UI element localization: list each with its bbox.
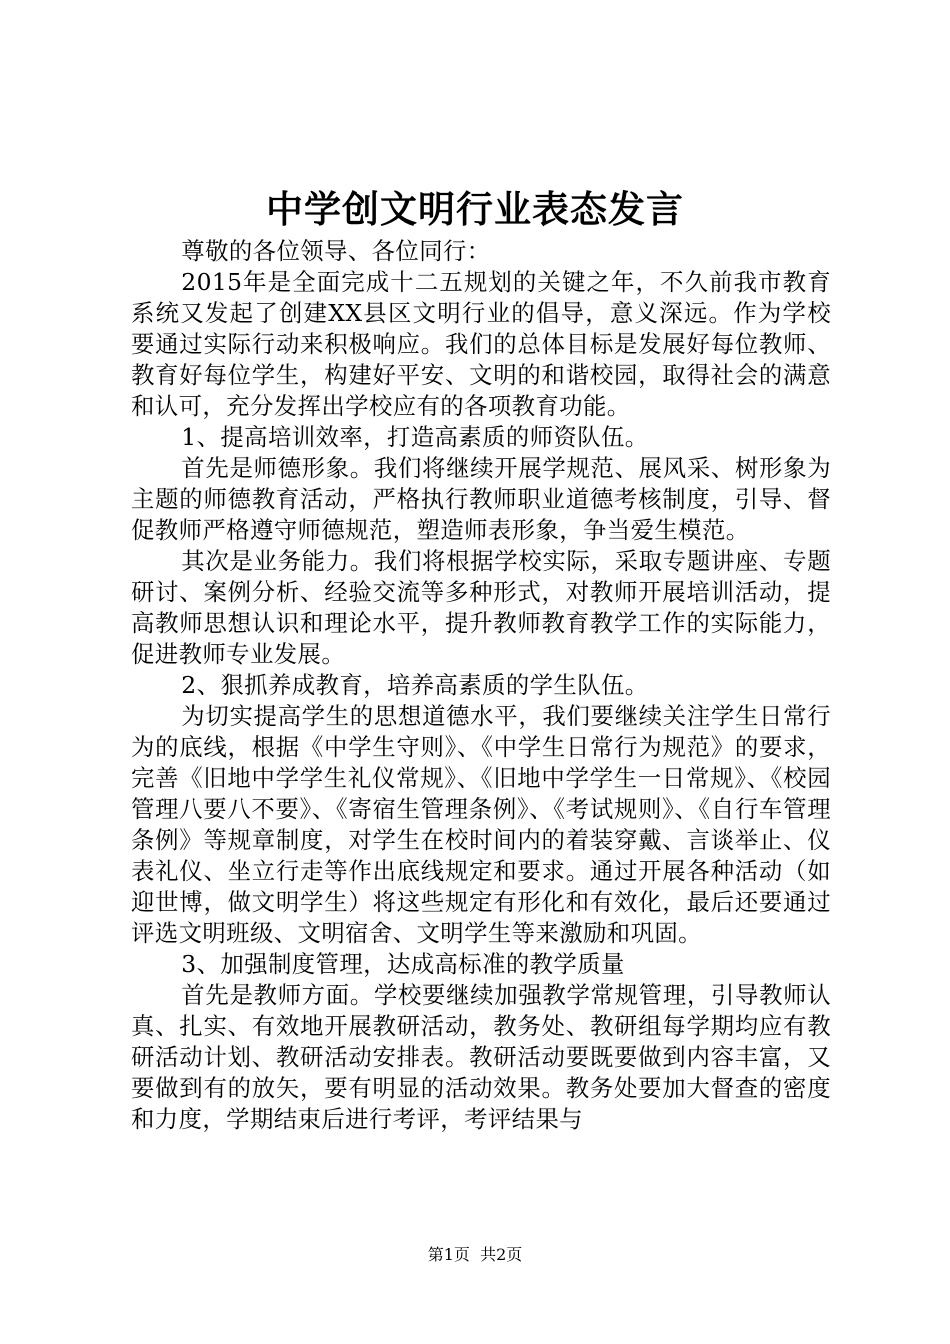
salutation-paragraph: 尊敬的各位领导、各位同行： bbox=[181, 237, 491, 265]
body-paragraph: 首先是教师方面。学校要继续加强教学常规管理，引导教师认真、扎实、有效地开展教研活动，教务处、教研组每学期均应有教研活动计划、教研活动安排表。教研活动要既要做到内容丰富，又要做到有的放矢，要有明显的活动效果。教务处要加大督查的密度和力度，学期结束后进行考评，考评结果与 bbox=[131, 981, 831, 1133]
document-body bbox=[131, 236, 831, 1135]
document-title: 中学创文明行业表态发言 bbox=[266, 187, 684, 231]
body-paragraph: 首先是师德形象。我们将继续开展学规范、展风采、树形象为主题的师德教育活动，严格执行教师职业道德考核制度，引导、督促教师严格遵守师德规范，塑造师表形象，争当爱生模范。 bbox=[131, 454, 831, 544]
intro-paragraph: 2015年是全面完成十二五规划的关键之年，不久前我市教育系统又发起了创建XX县区文明行业的倡导，意义深远。作为学校要通过实际行动来积极响应。我们的总体目标是发展好每位教师、教育好每位学生，构建好平安、文明的和谐校园，取得社会的满意和认可，充分发挥出学校应有的各项教育功能。 bbox=[131, 268, 831, 420]
section-heading-2: 2、狠抓养成教育，培养高素质的学生队伍。 bbox=[181, 671, 649, 699]
page-number: 第1页 bbox=[427, 1245, 470, 1264]
body-paragraph: 为切实提高学生的思想道德水平，我们要继续关注学生日常行为的底线，根据《中学生守则》、《中学生日常行为规范》的要求，完善《旧地中学学生礼仪常规》、《旧地中学学生一日常规》、《校园管理八要八不要》、《寄宿生管理条例》、《考试规则》、《自行车管理条例》等规章制度，对学生在校时间内的着装穿戴、言谈举止、仪表礼仪、坐立行走等作出底线规定和要求。通过开展各种活动（如迎世博，做文明学生）将这些规定有形化和有效化，最后还要通过评选文明班级、文明宿舍、文明学生等来激励和巩固。 bbox=[131, 702, 831, 947]
page-total: 共2页 bbox=[480, 1245, 523, 1264]
section-heading-3: 3、加强制度管理，达成高标准的教学质量 bbox=[181, 950, 625, 978]
body-paragraph: 其次是业务能力。我们将根据学校实际，采取专题讲座、专题研讨、案例分析、经验交流等多种形式，对教师开展培训活动，提高教师思想认识和理论水平，提升教师教育教学工作的实际能力，促进教师专业发展。 bbox=[131, 547, 831, 668]
page-footer bbox=[0, 1244, 950, 1266]
section-heading-1: 1、提高培训效率，打造高素质的师资队伍。 bbox=[181, 423, 649, 451]
footer-separator bbox=[470, 1245, 480, 1264]
